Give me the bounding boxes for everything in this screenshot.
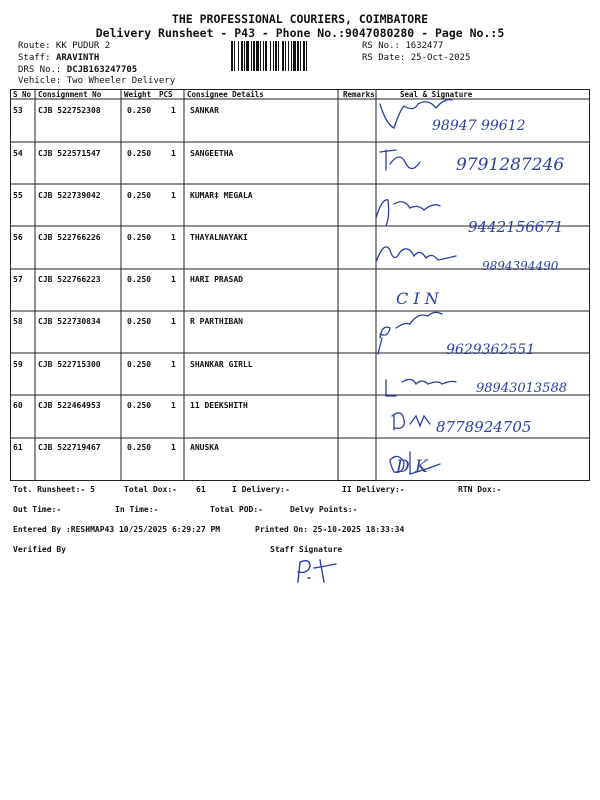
barcode-bar (282, 41, 284, 71)
drs-line (18, 65, 137, 75)
i-delivery: I Delivery:- (232, 485, 290, 494)
row-weight: 0.250 (127, 106, 152, 115)
total-dox-value: 61 (196, 485, 206, 494)
col-remarks: Remarks (343, 90, 375, 99)
row-consignee: R PARTHIBAN (190, 317, 243, 326)
col-pcs: PCS (159, 90, 173, 99)
row-consignment: CJB 522719467 (38, 443, 101, 452)
barcode-bar (278, 41, 279, 71)
route-label: Route: KK PUDUR 2 (18, 41, 111, 51)
signature-54-phone: 9791287246 (456, 155, 565, 175)
signature-55-phone: 9442156671 (468, 218, 564, 236)
row-weight: 0.250 (127, 275, 152, 284)
barcode-bar (263, 41, 264, 71)
row-sno: 55 (13, 191, 23, 200)
delvy-points: Delvy Points:- (290, 505, 358, 514)
row-consignee: SANGEETHA (190, 149, 234, 158)
row-sno: 58 (13, 317, 23, 326)
row-consignee: KUMAR‡ MEGALA (190, 191, 253, 200)
barcode-bar (260, 41, 261, 71)
total-dox-label: Total Dox:- (124, 485, 177, 494)
staff-line (18, 53, 99, 63)
staff-label: Staff: (18, 53, 56, 63)
signature-59-phone: 98943013588 (476, 381, 567, 396)
signature-60 (392, 413, 430, 430)
barcode-bar (288, 41, 289, 71)
rtn-dox: RTN Dox:- (458, 485, 502, 494)
signature-53-phone: 98947 99612 (432, 118, 526, 134)
printed-on: Printed On: 25-10-2025 18:33:34 (255, 525, 405, 534)
barcode-bar (273, 41, 274, 71)
rs-date: RS Date: 25-Oct-2025 (362, 53, 471, 63)
row-weight: 0.250 (127, 317, 152, 326)
barcode-bar (253, 41, 255, 71)
staff-name: ARAVINTH (55, 53, 100, 63)
row-consignment: CJB 522739042 (38, 191, 101, 200)
handwritten-signatures (366, 92, 590, 482)
row-sno: 60 (13, 401, 23, 410)
row-weight: 0.250 (127, 233, 152, 242)
staff-signature-label: Staff Signature (270, 545, 343, 554)
row-sno: 56 (13, 233, 23, 242)
row-pcs: 1 (171, 106, 176, 115)
row-weight: 0.250 (127, 149, 152, 158)
barcode-bar (234, 41, 235, 71)
row-pcs: 1 (171, 149, 176, 158)
barcode-bar (275, 41, 277, 71)
barcode-bar (303, 41, 305, 71)
signature-58 (378, 312, 442, 354)
barcode-bar (297, 41, 299, 71)
barcode-bar (285, 41, 286, 71)
barcode-bar (293, 41, 296, 71)
col-consignee: Consignee Details (187, 90, 264, 99)
rs-number: RS No.: 1632477 (362, 41, 444, 51)
entered-by: Entered By :RESHMAP43 10/25/2025 6:29:27 PM (13, 525, 221, 534)
row-pcs: 1 (171, 317, 176, 326)
signature-61-mark: D K (396, 457, 428, 477)
row-consignment: CJB 522766226 (38, 233, 101, 242)
signature-59 (386, 379, 456, 396)
barcode-bar (256, 41, 259, 71)
row-sno: 53 (13, 106, 23, 115)
staff-signature (290, 552, 350, 586)
barcode-bar (251, 41, 252, 71)
row-sno: 57 (13, 275, 23, 284)
barcode-bar (291, 41, 292, 71)
barcode-bar (238, 41, 239, 71)
vehicle-label: Vehicle: Two Wheeler Delivery (18, 76, 176, 86)
signature-55 (376, 200, 440, 226)
row-weight: 0.250 (127, 401, 152, 410)
col-consignment: Consignment No (38, 90, 102, 99)
barcode-bar (246, 41, 249, 71)
barcode-bar (241, 41, 243, 71)
barcode-bar (300, 41, 301, 71)
row-consignee: SANKAR (190, 106, 219, 115)
total-pod: Total POD:- (210, 505, 263, 514)
row-pcs: 1 (171, 443, 176, 452)
row-consignee: HARI PRASAD (190, 275, 243, 284)
row-pcs: 1 (171, 360, 176, 369)
signature-56-phone: 9894394490 (482, 259, 559, 273)
row-weight: 0.250 (127, 191, 152, 200)
row-consignment: CJB 522464953 (38, 401, 101, 410)
barcode-bar (244, 41, 245, 71)
signature-60-phone: 8778924705 (436, 418, 532, 436)
row-pcs: 1 (171, 233, 176, 242)
col-seal-signature: Seal & Signature (400, 90, 473, 99)
runsheet-title: Delivery Runsheet - P43 - Phone No.:9047080280 - Page No.:5 (95, 26, 505, 40)
row-consignee: THAYALNAYAKI (190, 233, 248, 242)
row-pcs: 1 (171, 191, 176, 200)
row-sno: 54 (13, 149, 23, 158)
signature-56 (376, 247, 456, 262)
row-consignment: CJB 522571547 (38, 149, 101, 158)
row-consignee: SHANKAR GIRLL (190, 360, 253, 369)
signature-58-phone: 9629362551 (446, 342, 536, 358)
row-consignee: 11 DEEKSHITH (190, 401, 248, 410)
signature-57-mark: C I N (396, 289, 439, 308)
barcode-bar (231, 41, 233, 71)
row-pcs: 1 (171, 275, 176, 284)
signature-54 (380, 150, 420, 170)
row-weight: 0.250 (127, 443, 152, 452)
col-sno: S No (13, 90, 32, 99)
row-consignment: CJB 522715300 (38, 360, 101, 369)
ii-delivery: II Delivery:- (342, 485, 405, 494)
row-sno: 61 (13, 443, 23, 452)
row-weight: 0.250 (127, 360, 152, 369)
row-consignment: CJB 522766223 (38, 275, 101, 284)
out-time: Out Time:- (13, 505, 62, 514)
verified-by: Verified By (13, 545, 66, 554)
row-consignee: ANUSKA (190, 443, 219, 452)
col-weight: Weight (124, 90, 152, 99)
company-name: THE PROFESSIONAL COURIERS, COIMBATORE (171, 12, 429, 26)
barcode-bar (270, 41, 271, 71)
in-time: In Time:- (115, 505, 159, 514)
row-pcs: 1 (171, 401, 176, 410)
drs-label: DRS No.: (18, 65, 67, 75)
row-sno: 59 (13, 360, 23, 369)
row-consignment: CJB 522730834 (38, 317, 101, 326)
row-consignment: CJB 522752308 (38, 106, 101, 115)
barcode-image (231, 41, 359, 71)
drs-number: DCJB163247705 (66, 65, 138, 75)
barcode-bar (306, 41, 307, 71)
tot-runsheet: Tot. Runsheet:- 5 (13, 485, 95, 494)
barcode-bar (265, 41, 267, 71)
